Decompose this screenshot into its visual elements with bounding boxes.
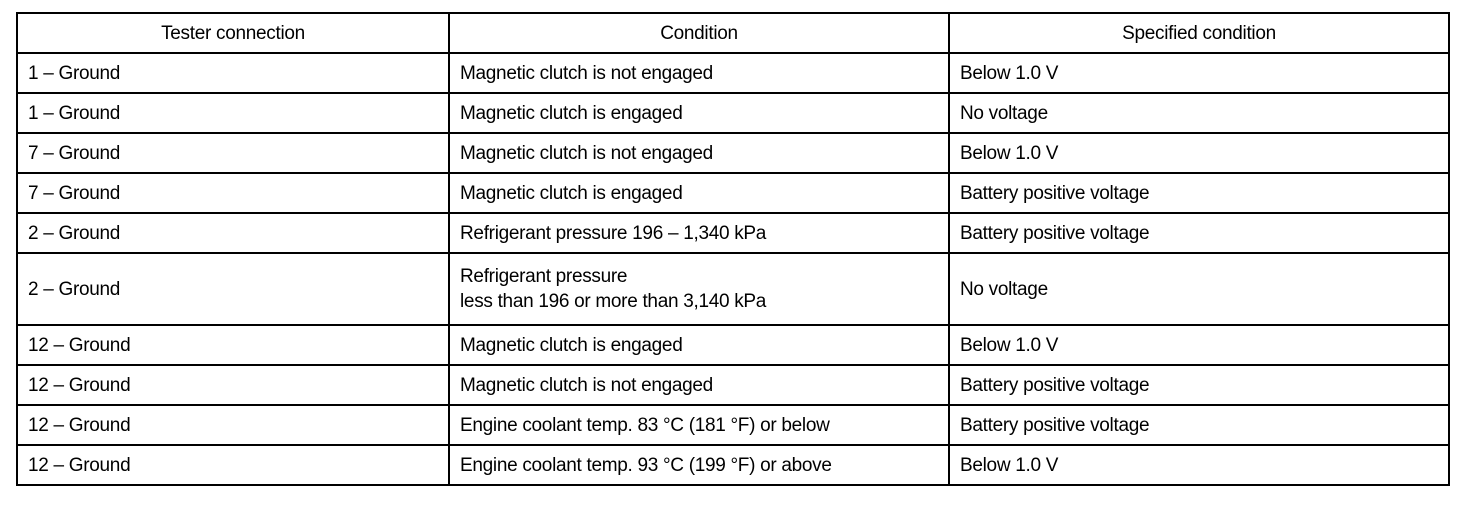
cell-condition: Magnetic clutch is engaged bbox=[449, 93, 949, 133]
cell-condition: Magnetic clutch is not engaged bbox=[449, 365, 949, 405]
table-body bbox=[17, 53, 1449, 485]
table-row bbox=[17, 173, 1449, 213]
header-row bbox=[17, 13, 1449, 53]
table-row bbox=[17, 325, 1449, 365]
condition-line: less than 196 or more than 3,140 kPa bbox=[460, 291, 767, 312]
cell-tester-connection: 1 – Ground bbox=[17, 53, 449, 93]
table-row bbox=[17, 405, 1449, 445]
cell-tester-connection: 12 – Ground bbox=[17, 325, 449, 365]
cell-specified-condition: Battery positive voltage bbox=[949, 365, 1449, 405]
cell-condition: Magnetic clutch is not engaged bbox=[449, 133, 949, 173]
table-row bbox=[17, 53, 1449, 93]
cell-tester-connection: 7 – Ground bbox=[17, 173, 449, 213]
condition-line: Refrigerant pressure bbox=[460, 266, 628, 287]
cell-condition: Refrigerant pressure 196 – 1,340 kPa bbox=[449, 213, 949, 253]
cell-tester-connection: 7 – Ground bbox=[17, 133, 449, 173]
cell-condition: Magnetic clutch is engaged bbox=[449, 325, 949, 365]
table-header bbox=[17, 13, 1449, 53]
table-row bbox=[17, 365, 1449, 405]
document-page bbox=[16, 12, 1448, 512]
cell-specified-condition: Battery positive voltage bbox=[949, 213, 1449, 253]
cell-tester-connection: 2 – Ground bbox=[17, 213, 449, 253]
table-row bbox=[17, 133, 1449, 173]
cell-tester-connection: 12 – Ground bbox=[17, 405, 449, 445]
cell-condition: Engine coolant temp. 93 °C (199 °F) or above bbox=[449, 445, 949, 485]
cell-specified-condition: No voltage bbox=[949, 93, 1449, 133]
cell-condition: Magnetic clutch is engaged bbox=[449, 173, 949, 213]
cell-specified-condition: Battery positive voltage bbox=[949, 173, 1449, 213]
header-specified-condition: Specified condition bbox=[949, 13, 1449, 53]
table-row bbox=[17, 445, 1449, 485]
cell-condition: Magnetic clutch is not engaged bbox=[449, 53, 949, 93]
cell-condition: Engine coolant temp. 83 °C (181 °F) or below bbox=[449, 405, 949, 445]
cell-specified-condition: Below 1.0 V bbox=[949, 445, 1449, 485]
cell-tester-connection: 2 – Ground bbox=[17, 253, 449, 325]
cell-specified-condition: Below 1.0 V bbox=[949, 53, 1449, 93]
cell-specified-condition: Below 1.0 V bbox=[949, 325, 1449, 365]
cell-specified-condition: Battery positive voltage bbox=[949, 405, 1449, 445]
inspection-table bbox=[16, 12, 1450, 486]
table-row bbox=[17, 253, 1449, 325]
header-tester-connection: Tester connection bbox=[17, 13, 449, 53]
cell-condition bbox=[449, 253, 949, 325]
table-row bbox=[17, 213, 1449, 253]
cell-tester-connection: 1 – Ground bbox=[17, 93, 449, 133]
table-row bbox=[17, 93, 1449, 133]
header-condition: Condition bbox=[449, 13, 949, 53]
cell-tester-connection: 12 – Ground bbox=[17, 445, 449, 485]
cell-specified-condition: No voltage bbox=[949, 253, 1449, 325]
cell-tester-connection: 12 – Ground bbox=[17, 365, 449, 405]
cell-specified-condition: Below 1.0 V bbox=[949, 133, 1449, 173]
